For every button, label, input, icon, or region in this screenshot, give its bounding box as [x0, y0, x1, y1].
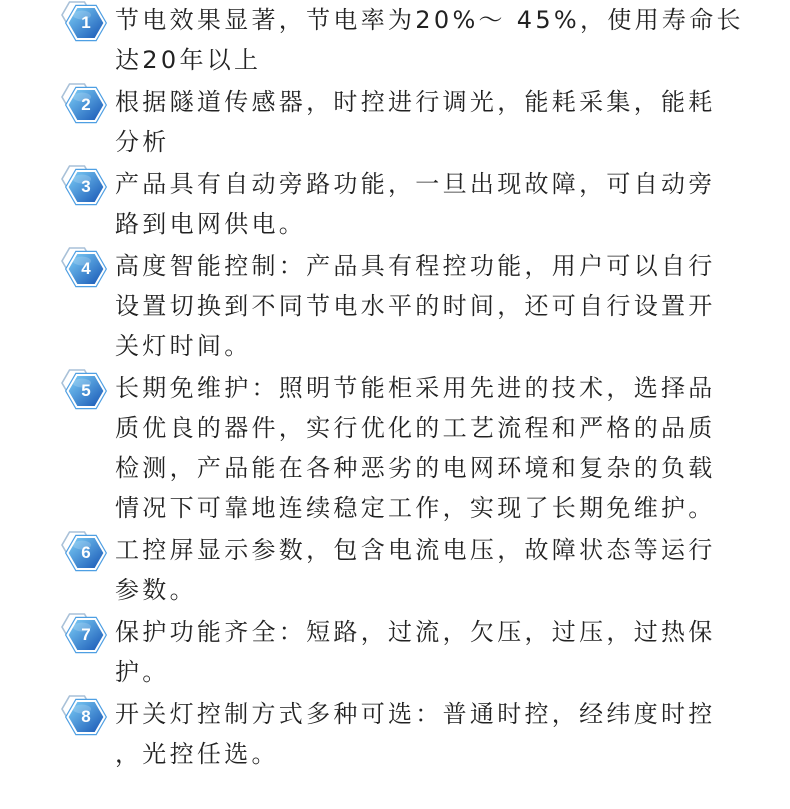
feature-text-line: 节电效果显著，节电率为20%～ 45%，使用寿命长 [115, 6, 744, 34]
feature-text [0, 612, 790, 692]
feature-item-3 [0, 164, 790, 244]
feature-text [0, 530, 790, 610]
feature-item-8 [0, 694, 790, 774]
feature-text-line: 工控屏显示参数，包含电流电压，故障状态等运行 [115, 536, 716, 564]
feature-item-6 [0, 530, 790, 610]
number-badge [55, 694, 111, 742]
feature-text-line: ，光控任选。 [115, 740, 279, 768]
badge-number: 4 [81, 259, 91, 278]
feature-item-7 [0, 612, 790, 692]
feature-text-line: 关灯时间。 [115, 332, 252, 360]
number-badge [55, 82, 111, 130]
number-badge [55, 612, 111, 660]
feature-text-line: 长期免维护：照明节能柜采用先进的技术，选择品 [115, 374, 716, 402]
feature-text [0, 368, 790, 528]
number-badge [55, 0, 111, 48]
feature-item-1 [0, 0, 790, 80]
badge-number: 1 [81, 13, 91, 32]
feature-text-line: 保护功能齐全：短路，过流，欠压，过压，过热保 [115, 618, 716, 646]
feature-text-line: 设置切换到不同节电水平的时间，还可自行设置开 [115, 292, 716, 320]
feature-text [0, 246, 790, 366]
number-badge [55, 246, 111, 294]
feature-text-line: 产品具有自动旁路功能，一旦出现故障，可自动旁 [115, 170, 716, 198]
feature-text-line: 参数。 [115, 576, 197, 604]
badge-number: 5 [81, 381, 91, 400]
feature-text [0, 0, 790, 80]
number-badge [55, 368, 111, 416]
feature-text-line: 情况下可靠地连续稳定工作，实现了长期免维护。 [115, 494, 716, 522]
feature-text-line: 根据隧道传感器，时控进行调光，能耗采集，能耗 [115, 88, 716, 116]
feature-text [0, 164, 790, 244]
feature-text-line: 护。 [115, 658, 170, 686]
feature-item-5 [0, 368, 790, 528]
badge-number: 6 [81, 543, 91, 562]
feature-text-line: 达20年以上 [115, 46, 262, 74]
feature-text [0, 694, 790, 774]
badge-number: 8 [81, 707, 91, 726]
feature-text-line: 开关灯控制方式多种可选：普通时控，经纬度时控 [115, 700, 716, 728]
number-badge [55, 530, 111, 578]
feature-item-2 [0, 82, 790, 162]
number-badge [55, 164, 111, 212]
feature-text-line: 路到电网供电。 [115, 210, 307, 238]
feature-text-line: 高度智能控制：产品具有程控功能，用户可以自行 [115, 252, 716, 280]
feature-text-line: 分析 [115, 128, 170, 156]
badge-number: 3 [81, 177, 91, 196]
badge-number: 2 [81, 95, 91, 114]
feature-item-4 [0, 246, 790, 366]
feature-text [0, 82, 790, 162]
feature-text-line: 检测，产品能在各种恶劣的电网环境和复杂的负载 [115, 454, 716, 482]
badge-number: 7 [81, 625, 91, 644]
feature-text-line: 质优良的器件，实行优化的工艺流程和严格的品质 [115, 414, 716, 442]
